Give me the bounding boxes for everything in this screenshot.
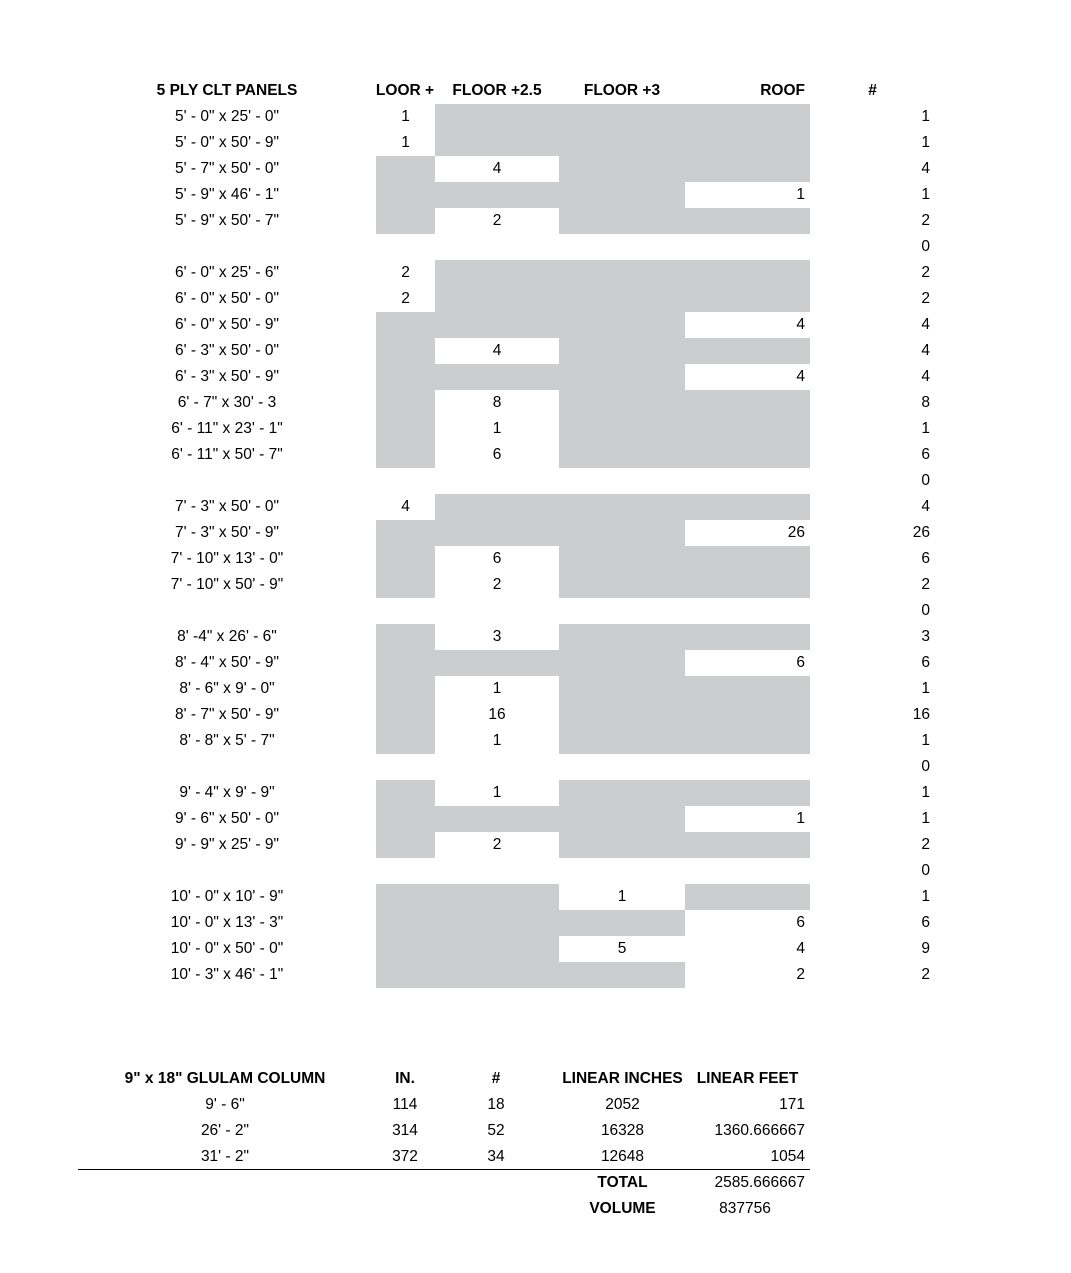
panel-size: 6' - 7" x 30' - 3: [177, 394, 277, 411]
panel-qty-f: [376, 650, 435, 676]
panel-qty-f25: [435, 754, 559, 780]
col-header-count: #: [868, 82, 877, 99]
panel-qty-f: [376, 754, 435, 780]
panel-qty-roof: [685, 832, 810, 858]
panel-qty-f: [376, 572, 435, 598]
panel-qty-roof: [685, 208, 810, 234]
panel-size: 8' -4" x 26' - 6": [177, 628, 277, 645]
panel-qty-f: [376, 910, 435, 936]
panel-qty-f3: [559, 728, 685, 754]
panel-qty-roof: [685, 702, 810, 728]
panel-total: 0: [921, 472, 930, 489]
glulam-inches: 314: [392, 1122, 418, 1139]
panel-qty-f25: [435, 468, 559, 494]
panel-size: 6' - 0" x 25' - 6": [175, 264, 279, 281]
panel-qty-f25: [435, 286, 559, 312]
panel-qty-f25: [435, 260, 559, 286]
panel-size: 7' - 3" x 50' - 9": [175, 524, 279, 541]
panel-qty-f3: [559, 156, 685, 182]
panel-size: 9' - 6" x 50' - 0": [175, 810, 279, 827]
panel-total: 2: [921, 576, 930, 593]
panel-qty-f25: 16: [488, 706, 506, 723]
panel-size: 6' - 3" x 50' - 9": [175, 368, 279, 385]
panel-qty-roof: 1: [796, 186, 805, 203]
panel-total: 2: [921, 264, 930, 281]
panel-qty-f3: [559, 234, 685, 260]
panel-size: 7' - 10" x 50' - 9": [170, 576, 284, 593]
panel-qty-f3: [559, 858, 685, 884]
panel-size: 6' - 11" x 23' - 1": [171, 420, 283, 437]
panel-qty-f25: [435, 858, 559, 884]
panel-qty-f25: 2: [492, 576, 502, 593]
panel-qty-f3: [559, 338, 685, 364]
panel-qty-roof: [685, 884, 810, 910]
col-header-linear-inches: LINEAR INCHES: [562, 1070, 683, 1087]
panel-size: 5' - 0" x 50' - 9": [175, 134, 279, 151]
panel-total: 0: [921, 758, 930, 775]
col-header-inches: IN.: [395, 1070, 415, 1087]
panel-size: 9' - 4" x 9' - 9": [179, 784, 275, 801]
panel-qty-roof: [685, 130, 810, 156]
panel-qty-f: [376, 390, 435, 416]
panel-qty-f25: [435, 910, 559, 936]
panel-total: 2: [921, 290, 930, 307]
panel-total: 6: [921, 446, 930, 463]
panel-size: 8' - 6" x 9' - 0": [179, 680, 275, 697]
panel-qty-f25: [435, 962, 559, 988]
panel-qty-f3: [559, 962, 685, 988]
panel-qty-roof: 6: [796, 654, 805, 671]
panel-qty-roof: 6: [796, 914, 805, 931]
volume-label: VOLUME: [589, 1200, 656, 1217]
panel-size: [120, 858, 334, 884]
panel-qty-f3: [559, 546, 685, 572]
panel-total: 4: [921, 342, 930, 359]
panel-total: 4: [921, 316, 930, 333]
panel-size: 5' - 7" x 50' - 0": [175, 160, 279, 177]
panel-qty-f3: 1: [617, 888, 627, 905]
col-header-floor-3: FLOOR +3: [583, 82, 661, 99]
panel-total: 4: [921, 160, 930, 177]
panel-qty-f25: 4: [492, 160, 502, 177]
clt-title: 5 PLY CLT PANELS: [156, 82, 298, 99]
panel-size: 6' - 0" x 50' - 0": [175, 290, 279, 307]
panel-qty-f3: [559, 468, 685, 494]
panel-qty-roof: 1: [796, 810, 805, 827]
panel-qty-f25: 1: [492, 420, 502, 437]
panel-qty-f3: 5: [617, 940, 627, 957]
total-value: 2585.666667: [714, 1174, 805, 1191]
glulam-length: 31' - 2": [200, 1148, 250, 1165]
panel-qty-f3: [559, 260, 685, 286]
panel-qty-f25: 6: [492, 446, 502, 463]
panel-total: 1: [921, 810, 930, 827]
glulam-linear-feet: 1054: [770, 1148, 805, 1165]
panel-size: [120, 234, 334, 260]
panel-qty-roof: [685, 468, 810, 494]
panel-qty-roof: 4: [796, 316, 805, 333]
panel-qty-f3: [559, 806, 685, 832]
panel-size: 10' - 0" x 10' - 9": [170, 888, 284, 905]
panel-qty-f: [376, 338, 435, 364]
panel-qty-roof: [685, 234, 810, 260]
panel-qty-f: [376, 884, 435, 910]
panel-qty-f3: [559, 650, 685, 676]
col-header-roof: ROOF: [760, 82, 805, 99]
panel-qty-f25: [435, 104, 559, 130]
panel-qty-f: [376, 234, 435, 260]
panel-qty-f25: [435, 806, 559, 832]
panel-total: 0: [921, 602, 930, 619]
panel-qty-roof: [685, 858, 810, 884]
panel-qty-f3: [559, 780, 685, 806]
panel-qty-f3: [559, 702, 685, 728]
panel-qty-f3: [559, 572, 685, 598]
panel-size: 5' - 9" x 50' - 7": [175, 212, 279, 229]
panel-qty-roof: [685, 754, 810, 780]
panel-qty-f: [376, 832, 435, 858]
panel-total: 0: [921, 862, 930, 879]
glulam-count: 52: [487, 1122, 505, 1139]
glulam-count: 34: [487, 1148, 505, 1165]
panel-total: 16: [912, 706, 930, 723]
panel-qty-roof: [685, 494, 810, 520]
panel-qty-f25: 6: [492, 550, 502, 567]
panel-qty-roof: 2: [796, 966, 805, 983]
panel-qty-f25: 1: [492, 732, 502, 749]
panel-qty-f25: [435, 650, 559, 676]
panel-total: 6: [921, 550, 930, 567]
panel-qty-f3: [559, 910, 685, 936]
panel-total: 1: [921, 888, 930, 905]
panel-qty-roof: 4: [796, 368, 805, 385]
panel-size: [120, 754, 334, 780]
panel-qty-roof: [685, 416, 810, 442]
panel-size: 10' - 3" x 46' - 1": [170, 966, 284, 983]
panel-qty-f: [376, 728, 435, 754]
panel-qty-f: [376, 312, 435, 338]
glulam-length: 26' - 2": [200, 1122, 250, 1139]
panel-qty-roof: [685, 286, 810, 312]
panel-qty-f: [376, 858, 435, 884]
panel-qty-roof: [685, 156, 810, 182]
panel-total: 1: [921, 732, 930, 749]
panel-qty-f: [376, 676, 435, 702]
panel-qty-roof: [685, 260, 810, 286]
panel-qty-f: [376, 442, 435, 468]
panel-size: [120, 598, 334, 624]
panel-qty-f: [376, 936, 435, 962]
panel-qty-roof: [685, 390, 810, 416]
panel-qty-f: [376, 208, 435, 234]
panel-total: 3: [921, 628, 930, 645]
panel-qty-f25: 2: [492, 212, 502, 229]
panel-total: 2: [921, 212, 930, 229]
panel-qty-roof: [685, 442, 810, 468]
panel-total: 6: [921, 654, 930, 671]
panel-qty-f25: [435, 884, 559, 910]
panel-size: 9' - 9" x 25' - 9": [175, 836, 279, 853]
panel-qty-f3: [559, 364, 685, 390]
panel-total: 6: [921, 914, 930, 931]
panel-qty-f25: [435, 312, 559, 338]
panel-qty-f25: [435, 494, 559, 520]
panel-size: 10' - 0" x 50' - 0": [170, 940, 284, 957]
panel-total: 2: [921, 966, 930, 983]
panel-qty-f25: [435, 936, 559, 962]
panel-qty-roof: [685, 338, 810, 364]
panel-qty-f: [376, 156, 435, 182]
panel-size: 8' - 8" x 5' - 7": [179, 732, 275, 749]
panel-qty-roof: [685, 728, 810, 754]
panel-qty-f: [376, 806, 435, 832]
panel-total: 1: [921, 108, 930, 125]
panel-qty-f3: [559, 208, 685, 234]
panel-qty-f: [376, 598, 435, 624]
panel-qty-f: 4: [401, 498, 410, 515]
glulam-linear-inches: 12648: [600, 1148, 645, 1165]
panel-qty-f: [376, 416, 435, 442]
volume-value: 837756: [719, 1200, 771, 1217]
panel-qty-f3: [559, 598, 685, 624]
panel-size: 7' - 3" x 50' - 0": [175, 498, 279, 515]
panel-qty-f25: 2: [492, 836, 502, 853]
panel-qty-f3: [559, 624, 685, 650]
panel-qty-f3: [559, 130, 685, 156]
panel-size: 5' - 0" x 25' - 0": [175, 108, 279, 125]
panel-total: 2: [921, 836, 930, 853]
panel-size: 7' - 10" x 13' - 0": [170, 550, 284, 567]
panel-total: 1: [921, 186, 930, 203]
glulam-linear-feet: 171: [779, 1096, 805, 1113]
panel-size: 6' - 3" x 50' - 0": [175, 342, 279, 359]
panel-size: 8' - 7" x 50' - 9": [175, 706, 279, 723]
panel-size: 10' - 0" x 13' - 3": [170, 914, 284, 931]
panel-qty-roof: 26: [787, 524, 805, 541]
panel-qty-f3: [559, 754, 685, 780]
panel-size: [120, 468, 334, 494]
panel-total: 0: [921, 238, 930, 255]
panel-qty-f: [376, 364, 435, 390]
panel-qty-roof: [685, 572, 810, 598]
glulam-linear-feet: 1360.666667: [714, 1122, 805, 1139]
panel-qty-f: 2: [401, 264, 410, 281]
panel-qty-f3: [559, 416, 685, 442]
panel-qty-f: [376, 520, 435, 546]
col-header-floor: LOOR +: [375, 82, 435, 99]
panel-qty-roof: [685, 780, 810, 806]
panel-total: 9: [921, 940, 930, 957]
panel-qty-f25: 3: [492, 628, 502, 645]
glulam-inches: 372: [392, 1148, 418, 1165]
panel-qty-roof: 4: [796, 940, 805, 957]
panel-qty-roof: [685, 104, 810, 130]
panel-qty-f25: 4: [492, 342, 502, 359]
panel-qty-f: [376, 962, 435, 988]
total-label: TOTAL: [597, 1174, 648, 1191]
panel-qty-f3: [559, 182, 685, 208]
panel-qty-f25: 1: [492, 784, 502, 801]
col-header-qty: #: [491, 1070, 501, 1087]
panel-qty-f3: [559, 312, 685, 338]
panel-qty-roof: [685, 676, 810, 702]
panel-qty-f3: [559, 832, 685, 858]
panel-qty-f: [376, 624, 435, 650]
panel-size: 8' - 4" x 50' - 9": [175, 654, 279, 671]
panel-qty-f3: [559, 104, 685, 130]
panel-qty-f: [376, 546, 435, 572]
panel-total: 4: [921, 368, 930, 385]
panel-qty-f25: [435, 520, 559, 546]
panel-qty-f25: [435, 364, 559, 390]
panel-total: 1: [921, 134, 930, 151]
panel-qty-f3: [559, 520, 685, 546]
panel-size: 6' - 11" x 50' - 7": [171, 446, 283, 463]
glulam-inches: 114: [392, 1096, 418, 1113]
panel-qty-f25: [435, 234, 559, 260]
panel-qty-f25: 1: [492, 680, 502, 697]
panel-qty-f25: [435, 130, 559, 156]
panel-total: 1: [921, 680, 930, 697]
panel-qty-roof: [685, 546, 810, 572]
col-header-linear-feet: LINEAR FEET: [696, 1070, 799, 1087]
panel-qty-f3: [559, 494, 685, 520]
panel-qty-roof: [685, 598, 810, 624]
panel-total: 26: [912, 524, 930, 541]
panel-total: 4: [921, 498, 930, 515]
panel-qty-f: [376, 468, 435, 494]
panel-qty-f25: 8: [492, 394, 502, 411]
panel-size: 5' - 9" x 46' - 1": [175, 186, 279, 203]
panel-qty-f3: [559, 442, 685, 468]
panel-total: 1: [921, 784, 930, 801]
glulam-count: 18: [487, 1096, 505, 1113]
panel-qty-f: [376, 182, 435, 208]
panel-size: 6' - 0" x 50' - 9": [175, 316, 279, 333]
panel-qty-f25: [435, 182, 559, 208]
panel-qty-f: 1: [401, 108, 410, 125]
panel-qty-f25: [435, 598, 559, 624]
panel-qty-f3: [559, 286, 685, 312]
glulam-length: 9' - 6": [205, 1096, 245, 1113]
glulam-linear-inches: 16328: [600, 1122, 645, 1139]
col-header-floor-2-5: FLOOR +2.5: [452, 82, 542, 99]
panel-total: 8: [921, 394, 930, 411]
panel-qty-f: [376, 780, 435, 806]
panel-qty-f3: [559, 390, 685, 416]
panel-total: 1: [921, 420, 930, 437]
panel-qty-f3: [559, 676, 685, 702]
panel-qty-f: 2: [401, 290, 410, 307]
panel-qty-f: 1: [401, 134, 410, 151]
panel-qty-f: [376, 702, 435, 728]
panel-qty-roof: [685, 624, 810, 650]
glulam-title: 9" x 18" GLULAM COLUMN: [124, 1070, 326, 1087]
glulam-linear-inches: 2052: [605, 1096, 640, 1113]
